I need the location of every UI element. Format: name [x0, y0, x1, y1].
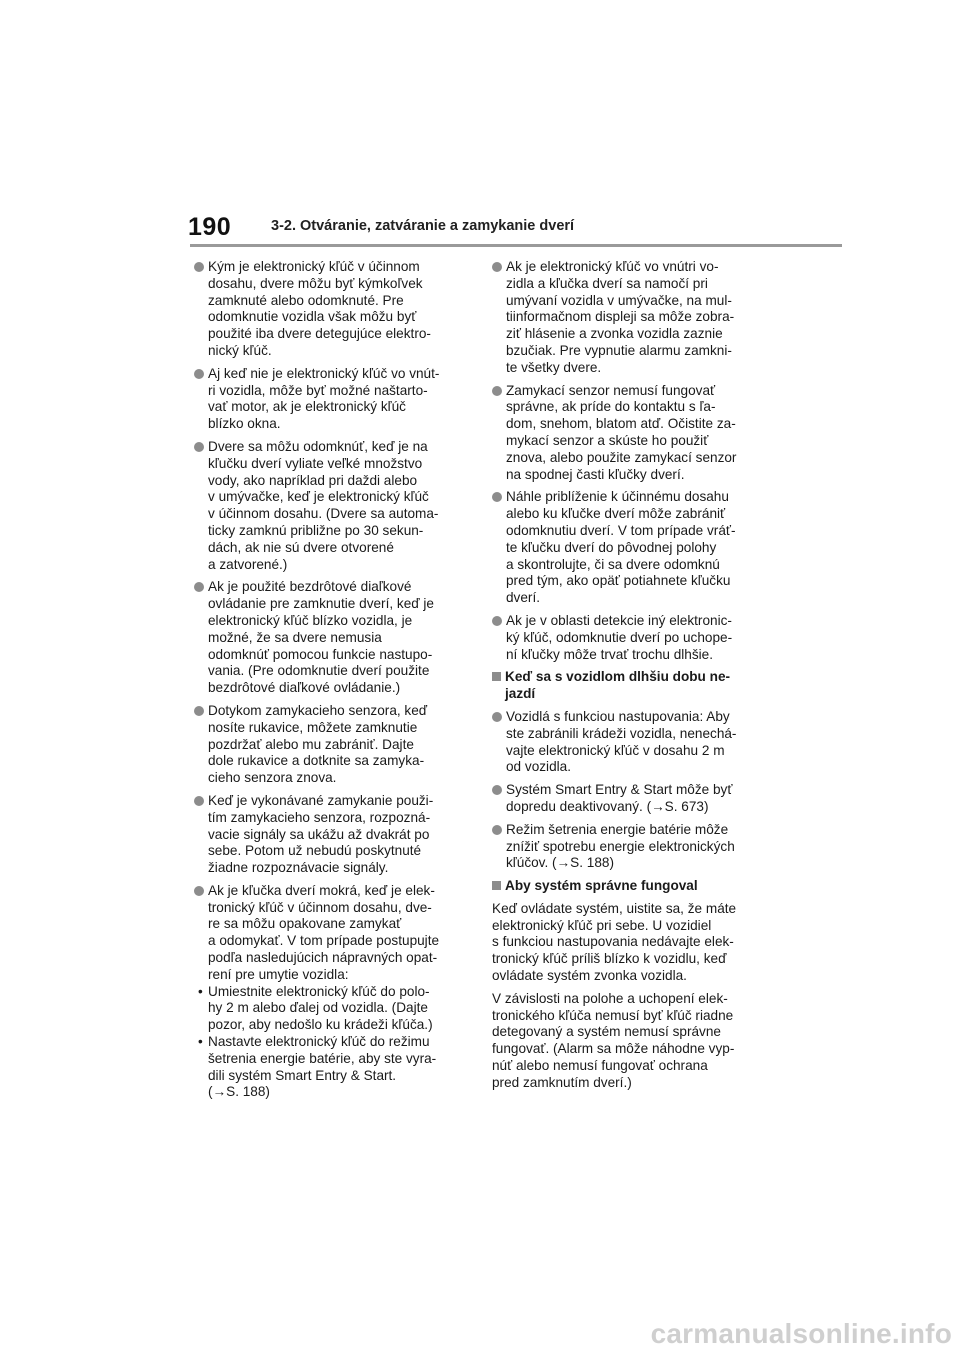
paragraph: V závislosti na polohe a uchopení elek- tronického kľúča nemusí byť kľúč riadne detegovaný a systém nemusí správne fungovať. (Alarm sa môže náhodne vyp- núť alebo nemusí fungovať ochrana pred zamknutím dverí.): [492, 990, 735, 1090]
bullet-icon: [492, 616, 502, 626]
list-item: [492, 782, 760, 816]
bullet-icon: [492, 386, 502, 396]
sub-list-item-text: Umiestnite elektronický kľúč do polo- hy 2 m alebo ďalej od vozidla. (Dajte pozor, aby nedošlo ku krádeži kľúča.): [208, 983, 433, 1033]
bullet-icon: [194, 886, 204, 896]
page-number: 190: [188, 213, 232, 241]
bullet-icon: [492, 825, 502, 835]
left-column: [194, 259, 462, 1107]
list-item-text: Ak je elektronický kľúč vo vnútri vo- zidla a kľučka dverí sa namočí pri umývaní vozidla v umývačke, na mul- tiinformačnom displeji sa môže zobra- ziť hlásenie a zvonka vozidla zaznie bzučiak. Pre vypnutie alarmu zamkni- te všetky dvere.: [506, 259, 735, 375]
right-column: [492, 259, 760, 1098]
list-item: [492, 613, 760, 663]
subheading: [492, 878, 760, 895]
list-item-text: Režim šetrenia energie batérie môže znížiť spotrebu energie elektronických kľúčov. (→S. 188): [506, 821, 735, 871]
list-item: [492, 709, 760, 776]
sub-list-item: [197, 984, 462, 1034]
list-item: [492, 259, 760, 377]
list-item-text: Keď je vykonávané zamykanie použi- tím zamykacieho senzora, rozpozná- vacie signály sa ukážu až dvakrát po sebe. Potom už nebudú poskytnuté žiadne rozpoznávacie signály.: [208, 792, 434, 876]
list-item-text: Zamykací senzor nemusí fungovať správne, ak príde do kontaktu s ľa- dom, snehom, blatom atď. Očistite za- mykací senzor a skúste ho použiť znova, alebo použite zamykací senzor na spodnej časti kľučky dverí.: [506, 382, 737, 482]
sub-bullet-icon: •: [198, 983, 203, 999]
list-item-text: Ak je použité bezdrôtové diaľkové ovládanie pre zamknutie dverí, keď je elektronický kľúč blízko vozidla, je možné, že sa dvere nemusia odomknúť pomocou funkcie nastupo- vania. (Pre odomknutie dverí použite bezdrôtové diaľkové ovládanie.): [208, 579, 434, 696]
subheading: [492, 669, 760, 703]
sub-list-item-text: Nastavte elektronický kľúč do režimu šetrenia energie batérie, aby ste vyra- dili systém Smart Entry & Start. (→S. 188): [208, 1034, 437, 1100]
list-item-text: Ak je kľučka dverí mokrá, keď je elek- tronický kľúč v účinnom dosahu, dve- re sa môžu opakovane zamykať a odomykať. V tom prípade postupujte podľa nasledujúcich nápravných opat- rení pre umytie vozidla:: [208, 882, 440, 982]
subheading-text: Keď sa s vozidlom dlhšiu dobu ne- jazdí: [505, 669, 731, 702]
bullet-icon: [492, 262, 502, 272]
square-bullet-icon: [492, 881, 501, 890]
list-item: [492, 489, 760, 607]
list-item: [194, 439, 462, 573]
sub-list-item: [197, 1034, 462, 1101]
header-rule: [190, 244, 842, 247]
list-item-text: Vozidlá s funkciou nastupovania: Aby ste zabránili krádeži vozidla, nenechá- vajte elektronický kľúč v dosahu 2 m od vozidla.: [506, 708, 737, 775]
bullet-icon: [194, 796, 204, 806]
list-item-text: Ak je v oblasti detekcie iný elektronic- ký kľúč, odomknutie dverí po uchope- ní kľučky môže trvať trochu dlhšie.: [506, 612, 733, 662]
list-item-text: Dotykom zamykacieho senzora, keď nosíte rukavice, môžete zamknutie pozdržať alebo mu zabrániť. Dajte dole rukavice a dotknite sa zamyka- cieho senzora znova.: [208, 702, 428, 786]
bullet-icon: [194, 442, 204, 452]
list-item: [492, 822, 760, 872]
subheading-text: Aby systém správne fungoval: [505, 878, 698, 894]
list-item: [194, 579, 462, 697]
bullet-icon: [492, 785, 502, 795]
list-item: [194, 793, 462, 877]
watermark: carmanualsonline.info: [650, 1318, 952, 1349]
list-item: [492, 383, 760, 484]
list-item-text: Dvere sa môžu odomknúť, keď je na kľučku dverí vyliate veľké množstvo vody, ako napríklad pri daždi alebo v umývačke, keď je elektronický kľúč v účinnom dosahu. (Dvere sa automa- ticky zamknú približne po 30 sekun- dách, ak nie sú dvere otvorené a zatvorené.): [208, 438, 439, 572]
list-item-text: Náhle priblíženie k účinnému dosahu alebo ku kľučke dverí môže zabrániť odomknutiu dverí. V tom prípade vráť- te kľučku dverí do pôvodnej polohy a skontrolujte, či sa dvere odomknú pred tým, ako opäť potiahnete kľučku dverí.: [506, 489, 736, 606]
list-item: [194, 883, 462, 1101]
list-item-text: Systém Smart Entry & Start môže byť dopredu deaktivovaný. (→S. 673): [506, 782, 733, 814]
list-item: [194, 366, 462, 433]
bullet-icon: [492, 492, 502, 502]
section-title: 3-2. Otváranie, zatváranie a zamykanie dverí: [271, 218, 575, 234]
list-item-text: Kým je elektronický kľúč v účinnom dosahu, dvere môžu byť kýmkoľvek zamknuté alebo odomknuté. Pre odomknutie vozidla však môžu byť použité iba dvere detegujúce elektro- nický kľúč.: [208, 259, 431, 358]
paragraph: Keď ovládate systém, uistite sa, že máte elektronický kľúč pri sebe. U vozidiel s funkciou nastupovania nedávajte elek- tronický kľúč príliš blízko k vozidlu, keď ovládate systém zvonka vozidla.: [492, 900, 737, 984]
bullet-icon: [194, 582, 204, 592]
list-item-text: Aj keď nie je elektronický kľúč vo vnút- ri vozidla, môže byť možné naštarto- vať motor, ak je elektronický kľúč blízko okna.: [208, 365, 440, 432]
square-bullet-icon: [492, 672, 501, 681]
bullet-icon: [194, 369, 204, 379]
list-item: [194, 259, 462, 360]
bullet-icon: [492, 712, 502, 722]
bullet-icon: [194, 262, 204, 272]
bullet-icon: [194, 706, 204, 716]
list-item: [194, 703, 462, 787]
sub-bullet-icon: •: [198, 1034, 203, 1050]
